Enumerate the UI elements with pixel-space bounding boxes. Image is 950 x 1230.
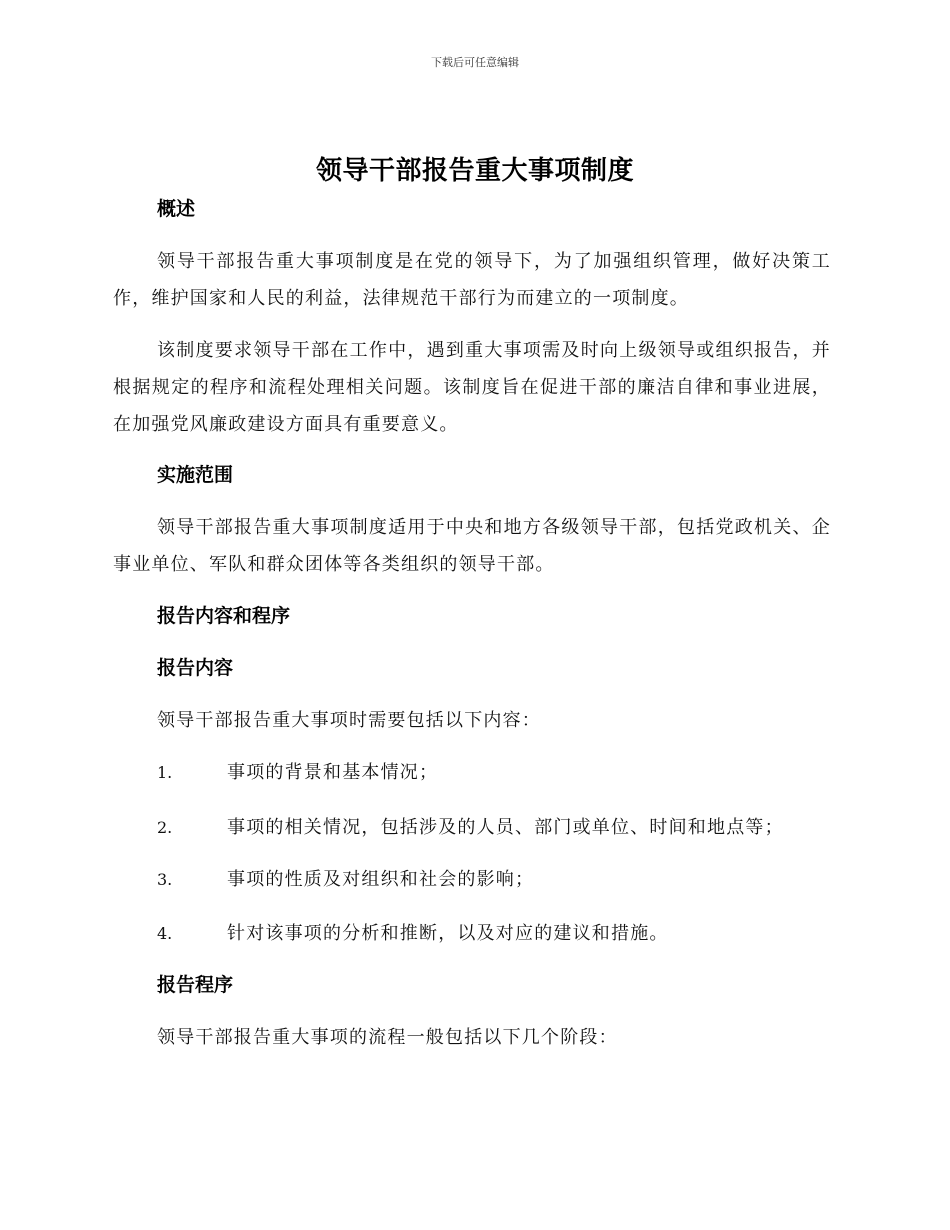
paragraph-overview-1: 领导干部报告重大事项制度是在党的领导下，为了加强组织管理，做好决策工作，维护国家和人民的利益，法律规范干部行为而建立的一项制度。: [113, 251, 831, 309]
paragraph-scope-1: 领导干部报告重大事项制度适用于中央和地方各级领导干部，包括党政机关、企事业单位、军队和群众团体等各类组织的领导干部。: [113, 517, 831, 575]
paragraph-content-intro: 领导干部报告重大事项时需要包括以下内容：: [157, 710, 541, 731]
subsection-heading-procedure: 报告程序: [157, 974, 234, 996]
section-heading-overview: 概述: [157, 198, 196, 220]
list-item: [113, 754, 831, 791]
list-item-number: 4.: [157, 924, 173, 943]
list-item-text: 事项的相关情况，包括涉及的人员、部门或单位、时间和地点等；: [227, 817, 784, 838]
list-item-text: 针对该事项的分析和推断，以及对应的建议和措施。: [227, 923, 669, 944]
page-header: 下载后可任意编辑: [431, 56, 519, 69]
paragraph-procedure-intro: 领导干部报告重大事项的流程一般包括以下几个阶段：: [157, 1027, 618, 1048]
list-item-number: 3.: [157, 870, 173, 889]
list-item: [113, 809, 831, 846]
list-item: [113, 915, 831, 952]
list-item-text: 事项的性质及对组织和社会的影响；: [227, 869, 535, 890]
document-body: [113, 192, 831, 1056]
section-heading-content-procedure: 报告内容和程序: [157, 605, 291, 627]
list-item-number: 2.: [157, 818, 173, 837]
list-item: [113, 861, 831, 898]
subsection-heading-content: 报告内容: [157, 657, 234, 679]
paragraph-overview-2: 该制度要求领导干部在工作中，遇到重大事项需及时向上级领导或组织报告，并根据规定的程序和流程处理相关问题。该制度旨在促进干部的廉洁自律和事业进展，在加强党风廉政建设方面具有重要意义。: [113, 340, 831, 435]
document-title: 领导干部报告重大事项制度: [315, 156, 634, 186]
list-item-text: 事项的背景和基本情况；: [227, 762, 439, 783]
section-heading-scope: 实施范围: [157, 464, 234, 486]
list-item-number: 1.: [157, 763, 173, 782]
